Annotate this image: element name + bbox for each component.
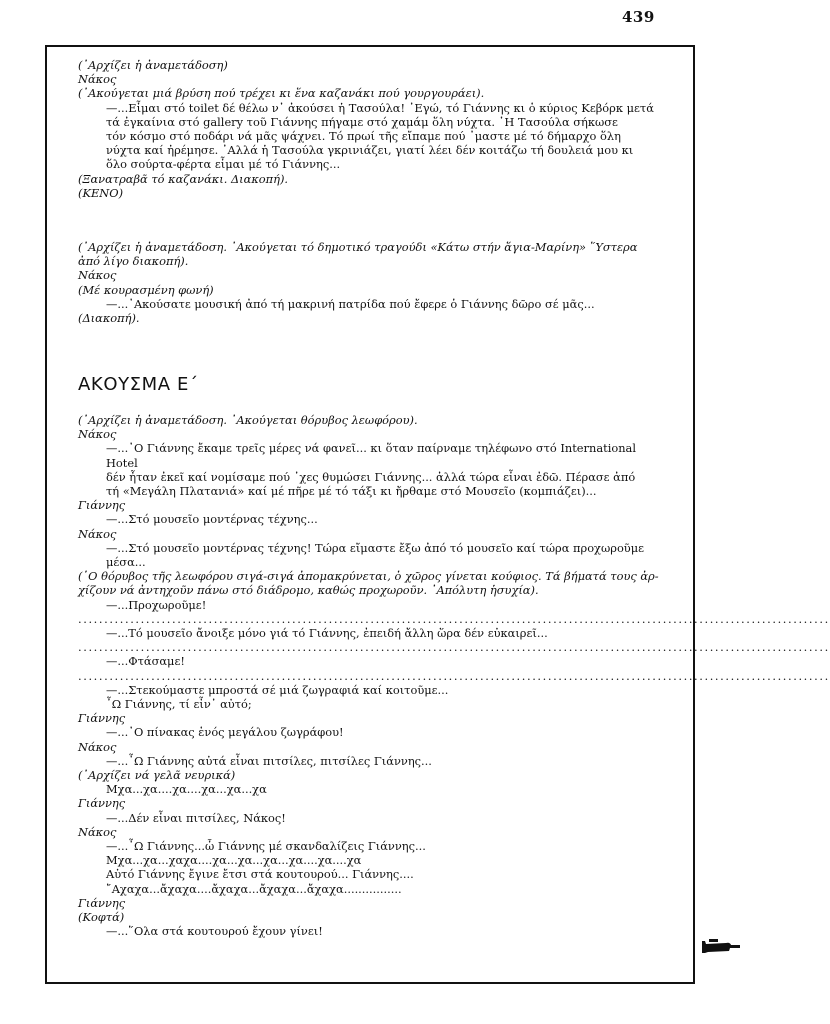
script-line: —...Προχωροῦμε! [106, 597, 207, 612]
script-line: ῏Ω Γιάννης, τί εἶν᾿ αὐτό; [106, 697, 252, 712]
script-line: Γιάννης [78, 498, 126, 513]
script-line: Γιάννης [78, 895, 126, 910]
script-line: —...Στό μουσεῖο μοντέρνας τέχνης! Τώρα εἴμαστε ἔξω ἀπό τό μουσεῖο καί τώρα προχωροῦμε [106, 540, 645, 555]
dotted-separator: ................................................................................................................................................ [78, 611, 830, 626]
script-block-1 [78, 58, 668, 200]
script-line: —...Τό μουσεῖο ἄνοιξε μόνο γιά τό Γιάννης, ἐπειδή ἄλλη ὥρα δέν εὐκαιρεῖ... [106, 626, 548, 641]
script-line: Νάκος [78, 268, 117, 283]
script-line: νύχτα καί ἠρέμησε. ᾿Αλλά ἡ Τασούλα γκρινιάζει, γιατί λέει δέν κοιτάζω τή δουλειά μου κι [106, 143, 634, 158]
script-line: τά ἐγκαίνια στό gallery τοῦ Γιάννης πήγαμε στό χαμάμ ὅλη νύχτα. ῾Η Τασούλα σήκωσε [106, 114, 618, 129]
script-line: (᾿Αρχίζει ἡ ἀναμετάδοση) [78, 58, 228, 72]
section-heading: ΑΚΟΥΣΜΑ Ε΄ [78, 374, 199, 395]
script-line: Μχα...χα...χαχα....χα...χα...χα...χα....χα....χα [106, 853, 362, 868]
script-block-2 [78, 240, 668, 325]
page-number: 439 [622, 8, 655, 26]
script-line: —...Στό μουσεῖο μοντέρνας τέχνης... [106, 512, 318, 527]
script-block-3 [78, 413, 830, 939]
script-line: —...᾿Ακούσατε μουσική ἀπό τή μακρινή πατρίδα πού ἔφερε ὁ Γιάννης δῶρο σέ μᾶς... [106, 296, 595, 311]
script-line: (ΚΕΝΟ) [78, 185, 124, 200]
script-line: Νάκος [78, 739, 117, 754]
script-line: δέν ἦταν ἐκεῖ καί νομίσαμε πού ᾿χες θυμώσει Γιάννης... ἀλλά τώρα εἶναι ἐδῶ. Πέρασε ἀπό [106, 469, 636, 484]
script-line: Μχα...χα....χα....χα...χα...χα [106, 782, 267, 797]
script-line: (᾿Αρχίζει νά γελᾶ νευρικά) [78, 768, 236, 783]
script-line: ὅλο σούρτα-φέρτα εἶμαι μέ τό Γιάννης... [106, 157, 341, 172]
script-line: Γιάννης [78, 711, 126, 726]
script-line: (᾿Αρχίζει ἡ ἀναμετάδοση. ᾿Ακούγεται τό δημοτικό τραγούδι «Κάτω στήν ἅγια-Μαρίνη» ῞Υστερα [78, 240, 638, 254]
script-line: Νάκος [78, 72, 117, 87]
script-line: ῎Αχαχα...ἄχαχα....ἄχαχα...ἄχαχα...ἄχαχα................ [106, 881, 402, 896]
script-line: —...῏Ω Γιάννης αὐτά εἶναι πιτσίλες, πιτσίλες Γιάννης... [106, 753, 432, 768]
script-line: —...Στεκούμαστε μπροστά σέ μιά ζωγραφιά καί κοιτοῦμε... [106, 682, 449, 697]
dotted-separator: ................................................................................................................................................ [78, 668, 830, 683]
script-line: μέσα... [106, 555, 146, 570]
script-line: (᾿Αρχίζει ἡ ἀναμετάδοση. ᾿Ακούγεται θόρυβος λεωφόρου). [78, 413, 418, 427]
script-line: —...᾿Ο πίνακας ἑνός μεγάλου ζωγράφου! [106, 725, 344, 740]
script-line: (Διακοπή). [78, 311, 140, 326]
script-line: (Ξανατραβᾶ τό καζανάκι. Διακοπή). [78, 171, 289, 186]
script-line: Γιάννης [78, 796, 126, 811]
script-line: Νάκος [78, 824, 117, 839]
script-line: χίζουν νά ἀντηχοῦν πάνω στό διάδρομο, καθώς προχωροῦν. ᾿Απόλυτη ἡσυχία). [78, 583, 539, 598]
script-line: —...Δέν εἶναι πιτσίλες, Νάκος! [106, 810, 286, 825]
script-line: Νάκος [78, 427, 117, 442]
script-line: —...Εἶμαι στό toilet δέ θέλω ν᾿ ἀκούσει ἡ Τασούλα! ᾿Εγώ, τό Γιάννης κι ὁ κύριος Κεβόρκ μετά [106, 100, 654, 115]
script-line: Αὐτό Γιάννης ἔγινε ἔτσι στά κουτουρού... Γιάννης.... [106, 867, 414, 882]
script-line: Νάκος [78, 526, 117, 541]
dotted-separator: ................................................................................................................................................ [78, 640, 830, 655]
script-line: ἀπό λίγο διακοπή). [78, 254, 189, 269]
script-line: (Μέ κουρασμένη φωνή) [78, 282, 214, 297]
script-line: —...᾿Ο Γιάννης ἔκαμε τρεῖς μέρες νά φανεῖ... κι ὅταν παίρναμε τηλέφωνο στό International Hotel [106, 441, 636, 470]
script-line: —...῞Ολα στά κουτουρού ἔχουν γίνει! [106, 924, 323, 939]
pointing-hand-icon [700, 936, 742, 956]
script-line: (᾿Ακούγεται μιά βρύση πού τρέχει κι ἕνα καζανάκι πού γουργουράει). [78, 86, 485, 101]
script-line: τόν κόσμο στό ποδάρι νά μᾶς ψάχνει. Τό πρωί τῆς εἴπαμε πού ᾿μαστε μέ τό δήμαρχο ὅλη [106, 129, 621, 144]
script-line: τή «Μεγάλη Πλατανιά» καί μέ πῆρε μέ τό τάξι κι ἤρθαμε στό Μουσεῖο (κομπιάζει)... [106, 484, 597, 499]
script-line: (Κοφτά) [78, 910, 125, 925]
script-line: —...Φτάσαμε! [106, 654, 185, 669]
script-line: —...῏Ω Γιάννης...ὦ Γιάννης μέ σκανδαλίζεις Γιάννης... [106, 839, 426, 854]
script-line: (῾Ο θόρυβος τῆς λεωφόρου σιγά-σιγά ἀπομακρύνεται, ὁ χῶρος γίνεται κούφιος. Τά βήματά τους ἀρ- [78, 569, 659, 584]
